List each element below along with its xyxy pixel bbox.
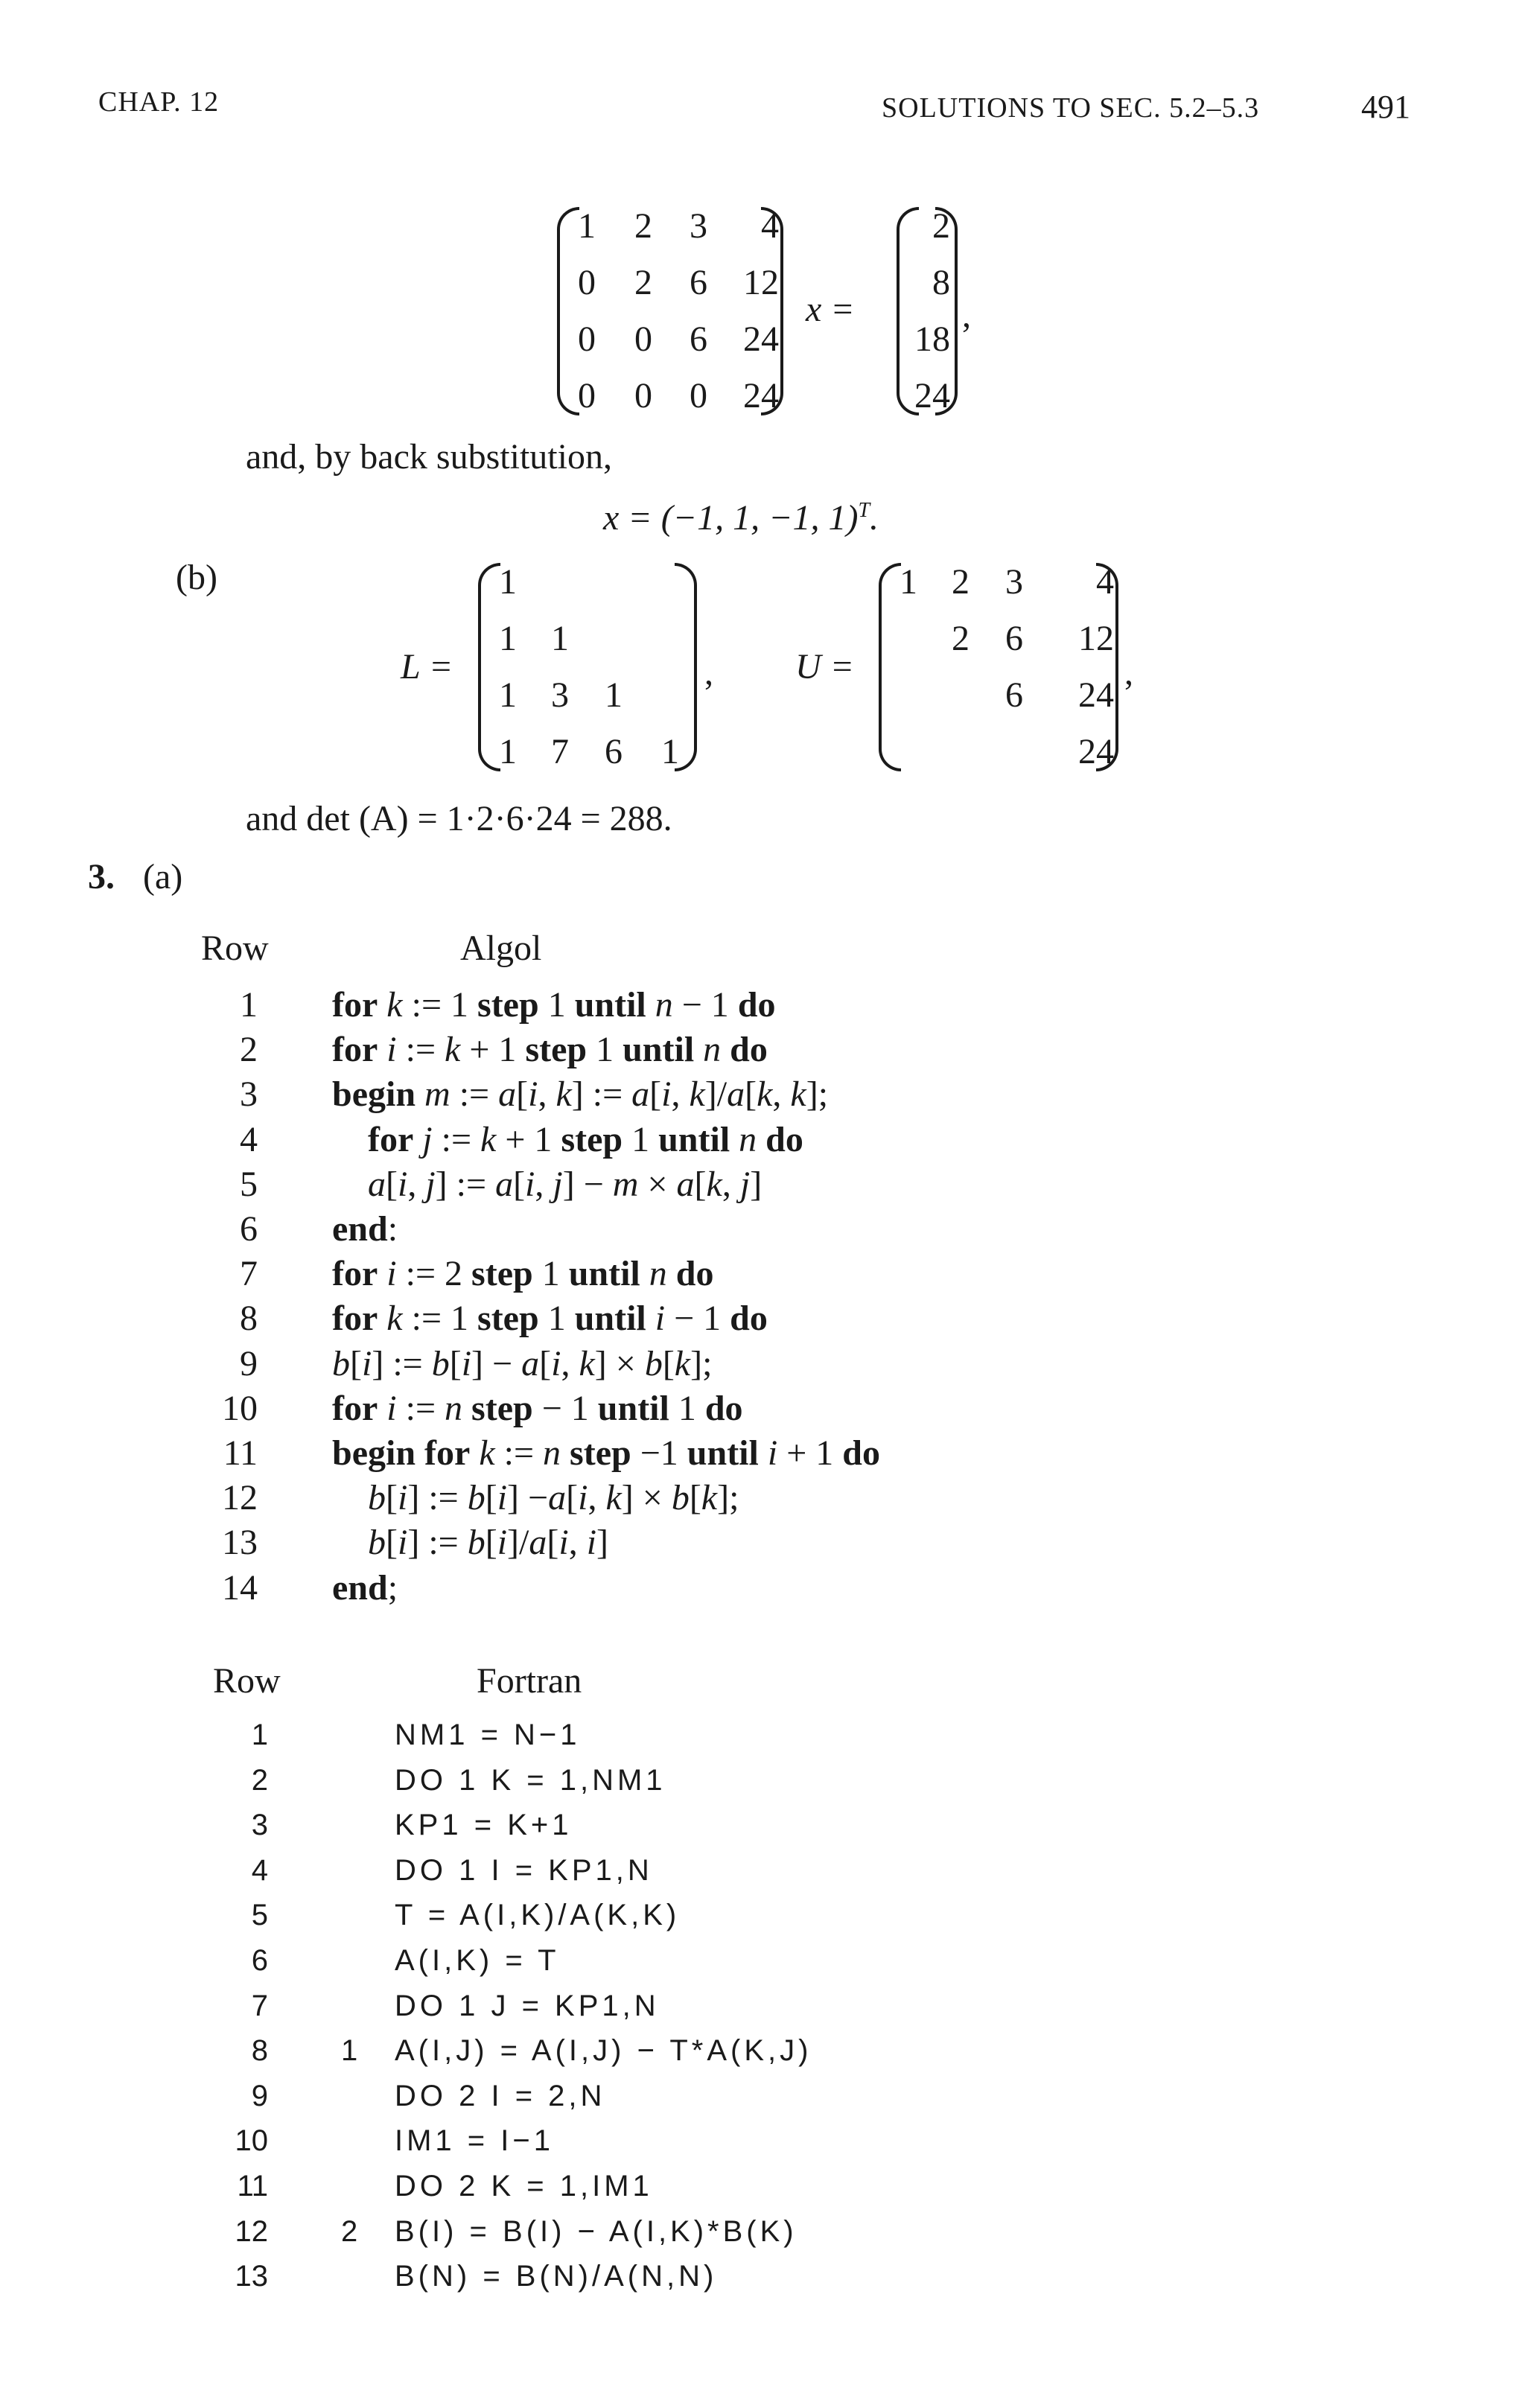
fortran-statement-label: 1	[341, 2034, 358, 2068]
algol-code-line	[332, 1343, 713, 1383]
algol-row-number: 4	[240, 1119, 258, 1159]
fortran-code-line: DO 2 I = 2,N	[395, 2079, 606, 2112]
upper-matrix-cell-r2-c1: 0	[578, 263, 596, 302]
part-a-label: (a)	[143, 857, 183, 896]
upper-matrix-cell-r4-c4: 24	[743, 376, 779, 415]
fortran-code-line: IM1 = I−1	[395, 2124, 554, 2158]
U-matrix-cell-r3-c3: 6	[1005, 675, 1023, 715]
fortran-row-number: 5	[251, 1899, 268, 1932]
upper-matrix-cell-r3-c2: 0	[634, 319, 652, 359]
fortran-row-number: 6	[251, 1944, 268, 1977]
L-matrix-cell-r3-c3: 1	[605, 675, 623, 715]
algol-row-number: 2	[240, 1030, 258, 1070]
upper-matrix-cell-r4-c2: 0	[634, 376, 652, 415]
fortran-code-line: DO 2 K = 1,IM1	[395, 2170, 653, 2202]
L-matrix-cell-r4-c4: 1	[661, 732, 679, 771]
algol-row-number: 9	[240, 1343, 258, 1383]
U-matrix-cell-r4-c4: 24	[1078, 732, 1114, 771]
algol-row-number: 12	[222, 1478, 258, 1518]
upper-matrix-cell-r3-c3: 6	[690, 319, 707, 359]
rhs-label: x =	[806, 290, 855, 329]
upper-matrix-cell-r4-c1: 0	[578, 376, 596, 415]
fortran-code-line: DO 1 K = 1,NM1	[395, 1763, 666, 1797]
upper-matrix-cell-r2-c2: 2	[634, 263, 652, 302]
U-matrix-cell-r1-c3: 3	[1005, 562, 1023, 602]
algol-row-number: 1	[240, 985, 258, 1025]
algol-row-number: 7	[240, 1254, 258, 1294]
fortran-row-header: Row	[213, 1661, 281, 1701]
algol-code-text: end;	[332, 1567, 398, 1608]
upper-matrix-cell-r1-c2: 2	[634, 206, 652, 246]
U-matrix-cell-r2-c3: 6	[1005, 619, 1023, 658]
algol-code-text: for j := k + 1 step 1 until n do	[368, 1119, 803, 1159]
algol-code-line	[332, 1256, 713, 1292]
algol-code-line	[368, 1119, 803, 1159]
algol-code-text: a[i, j] := a[i, j] − m × a[k, j]	[368, 1164, 762, 1204]
fortran-row-number: 13	[235, 2260, 268, 2293]
U-matrix-cell-r1-c2: 2	[952, 562, 970, 602]
upper-matrix-cell-r1-c4: 4	[761, 206, 779, 246]
U-matrix-cell-r2-c2: 2	[952, 619, 970, 658]
algol-code-text: for k := 1 step 1 until n − 1 do	[332, 985, 776, 1025]
U-matrix-cell-r3-c4: 24	[1078, 675, 1114, 715]
algol-code-line	[368, 1164, 762, 1204]
algol-row-number: 13	[222, 1523, 258, 1563]
U-matrix-cell-r1-c1: 1	[900, 562, 917, 602]
upper-matrix-cell-r2-c4: 12	[743, 263, 779, 302]
L-matrix-cell-r3-c1: 1	[499, 675, 517, 715]
fortran-code-line: T = A(I,K)/A(K,K)	[395, 1899, 681, 1932]
x-solution-period: .	[870, 498, 879, 538]
algol-row-header: Row	[201, 929, 269, 968]
algol-code-text: b[i] := b[i] −a[i, k] × b[k];	[368, 1478, 739, 1518]
L-matrix-cell-r1-c1: 1	[499, 562, 517, 602]
rhs-vector-cell-r4-c1: 24	[914, 376, 950, 415]
algol-code-text: for i := 2 step 1 until n do	[332, 1254, 714, 1294]
algol-code-text: b[i] := b[i]/a[i, i]	[368, 1523, 609, 1563]
L-label: L =	[401, 647, 453, 687]
algol-code-line	[332, 1074, 829, 1115]
fortran-row-number: 10	[235, 2124, 268, 2158]
algol-code-line	[332, 1433, 880, 1473]
fortran-code-line: NM1 = N−1	[395, 1719, 581, 1751]
algol-code-line	[332, 1032, 768, 1068]
rhs-vector-cell-r2-c1: 8	[932, 263, 950, 302]
fortran-row-number: 11	[237, 2170, 268, 2202]
fortran-code-line: DO 1 J = KP1,N	[395, 1989, 660, 2022]
algol-code-line	[368, 1480, 739, 1516]
U-matrix-cell-r1-c4: 4	[1096, 562, 1114, 602]
L-matrix-cell-r4-c3: 6	[605, 732, 623, 771]
algol-code-line	[332, 1301, 768, 1337]
fortran-statement-label: 2	[341, 2214, 358, 2248]
upper-trailing-comma: ,	[962, 296, 971, 335]
chapter-label: CHAP. 12	[98, 86, 220, 118]
fortran-row-number: 2	[251, 1763, 268, 1797]
U-label: U =	[795, 647, 855, 687]
fortran-row-number: 7	[251, 1989, 268, 2022]
upper-matrix-cell-r1-c1: 1	[578, 206, 596, 246]
x-solution-transpose: T	[858, 499, 870, 522]
part-b-label: (b)	[176, 558, 217, 597]
upper-matrix-cell-r4-c3: 0	[690, 376, 707, 415]
fortran-row-number: 4	[251, 1853, 268, 1887]
back-substitution-text: and, by back substitution,	[246, 437, 612, 477]
algol-code-line	[332, 987, 776, 1023]
L-matrix-cell-r4-c2: 7	[551, 732, 569, 771]
problem-3-number: 3.	[88, 857, 115, 896]
L-matrix-cell-r2-c1: 1	[499, 619, 517, 658]
algol-code-line	[332, 1211, 398, 1247]
algol-row-number: 10	[222, 1388, 258, 1428]
x-solution	[603, 500, 879, 536]
algol-code-text: end:	[332, 1209, 398, 1249]
fortran-code-line: DO 1 I = KP1,N	[395, 1853, 653, 1887]
L-trailing-comma: ,	[704, 653, 713, 692]
rhs-vector-cell-r3-c1: 18	[914, 319, 950, 359]
fortran-row-number: 8	[251, 2034, 268, 2068]
upper-matrix-cell-r2-c3: 6	[690, 263, 707, 302]
algol-code-line	[368, 1525, 608, 1561]
U-matrix-cell-r2-c4: 12	[1078, 619, 1114, 658]
algol-code-text: begin for k := n step −1 until i + 1 do	[332, 1433, 880, 1473]
fortran-code-header: Fortran	[477, 1661, 582, 1701]
algol-code-text: for i := n step − 1 until 1 do	[332, 1388, 743, 1428]
upper-matrix-cell-r1-c3: 3	[690, 206, 707, 246]
algol-row-number: 3	[240, 1074, 258, 1115]
algol-row-number: 5	[240, 1164, 258, 1204]
fortran-row-number: 9	[251, 2079, 268, 2112]
fortran-code-line: B(I) = B(I) − A(I,K)*B(K)	[395, 2214, 797, 2248]
L-matrix-cell-r3-c2: 3	[551, 675, 569, 715]
upper-matrix-cell-r3-c4: 24	[743, 319, 779, 359]
algol-row-number: 8	[240, 1299, 258, 1339]
algol-code-text: begin m := a[i, k] := a[i, k]/a[k, k];	[332, 1074, 829, 1115]
L-matrix-cell-r2-c2: 1	[551, 619, 569, 658]
fortran-row-number: 3	[251, 1809, 268, 1842]
fortran-row-number: 1	[251, 1719, 268, 1751]
x-solution-value: x = (−1, 1, −1, 1)	[603, 498, 859, 538]
algol-code-text: for i := k + 1 step 1 until n do	[332, 1030, 768, 1070]
algol-code-line	[332, 1567, 398, 1608]
rhs-vector-cell-r1-c1: 2	[932, 206, 950, 246]
fortran-code-line: B(N) = B(N)/A(N,N)	[395, 2260, 718, 2293]
algol-row-number: 6	[240, 1209, 258, 1249]
algol-code-text: for k := 1 step 1 until i − 1 do	[332, 1299, 768, 1339]
L-matrix-cell-r4-c1: 1	[499, 732, 517, 771]
algol-code-header: Algol	[460, 929, 542, 968]
section-title: SOLUTIONS TO SEC. 5.2–5.3	[882, 92, 1260, 124]
algol-row-number: 11	[223, 1433, 258, 1473]
fortran-code-line: A(I,K) = T	[395, 1944, 560, 1977]
fortran-row-number: 12	[235, 2214, 268, 2248]
upper-matrix-cell-r3-c1: 0	[578, 319, 596, 359]
algol-code-line	[332, 1388, 743, 1428]
U-trailing-comma: ,	[1124, 653, 1133, 692]
algol-code-text: b[i] := b[i] − a[i, k] × b[k];	[332, 1343, 713, 1383]
algol-row-number: 14	[222, 1567, 258, 1608]
fortran-code-line: KP1 = K+1	[395, 1809, 573, 1842]
page-number: 491	[1361, 89, 1410, 125]
fortran-code-line: A(I,J) = A(I,J) − T*A(K,J)	[395, 2034, 812, 2068]
determinant-line: and det (A) = 1·2·6·24 = 288.	[246, 799, 672, 838]
